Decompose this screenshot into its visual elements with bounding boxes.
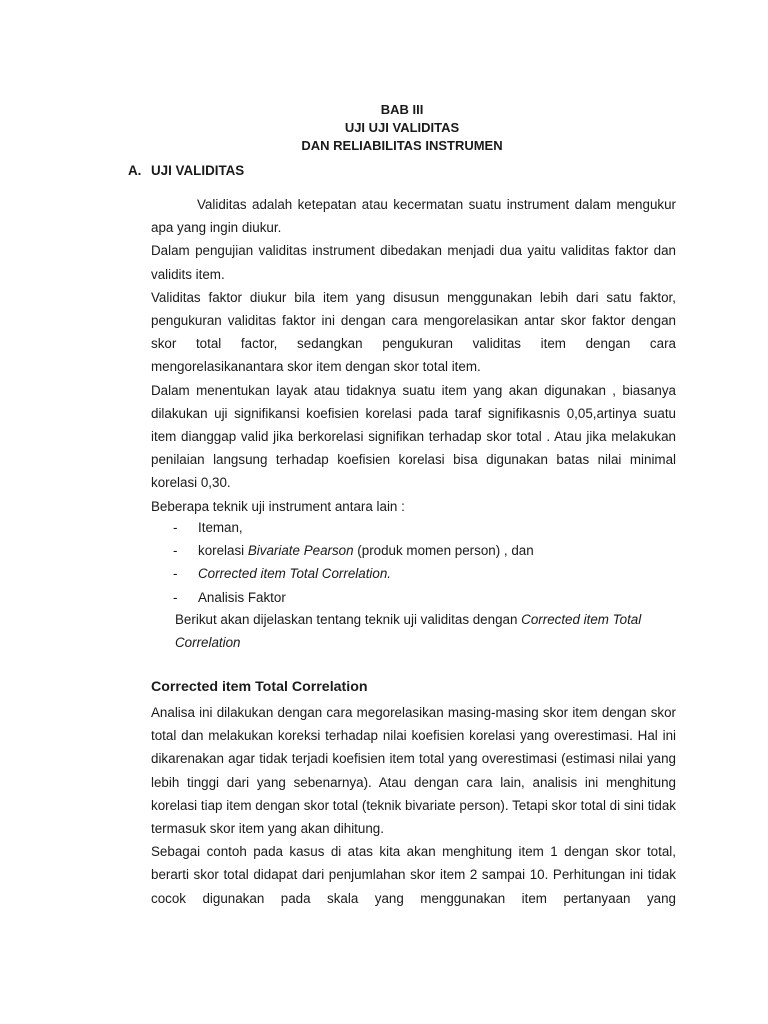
chapter-number: BAB III bbox=[380, 102, 424, 117]
paragraph-definition: Validitas adalah ketepatan atau kecermatan suatu instrument dalam mengukur apa yang ingin diukur. bbox=[151, 197, 676, 236]
section-heading-text: UJI VALIDITAS bbox=[151, 163, 245, 178]
chapter-title bbox=[0, 101, 768, 155]
list-item-text: Iteman, bbox=[198, 520, 243, 535]
paragraph-example: Sebagai contoh pada kasus di atas kita akan menghitung item 1 dengan skor total, berarti skor total didapat dari penjumlahan skor item 2 sampai 10. Perhitungan ini tidak cocok digunakan pada skala yang menggunakan item pertanyaan yang bbox=[151, 844, 676, 906]
list-item-italic: Bivariate Pearson bbox=[247, 543, 354, 559]
body-paragraphs bbox=[151, 193, 676, 518]
paragraph-types: Dalam pengujian validitas instrument dibedakan menjadi dua yaitu validitas faktor dan validits item. bbox=[151, 243, 676, 282]
list-item bbox=[151, 539, 676, 562]
explanation-intro bbox=[175, 608, 678, 654]
list-item-italic: Corrected item Total Correlation. bbox=[198, 566, 392, 582]
chapter-title-line-1: UJI UJI VALIDITAS bbox=[344, 120, 460, 135]
section-letter: A. bbox=[128, 163, 142, 178]
paragraph-techniques-intro: Beberapa teknik uji instrument antara lain : bbox=[151, 498, 405, 514]
explanation-intro-italic: Corrected item Total Correlation bbox=[175, 612, 642, 651]
explanation-intro-text: Berikut akan dijelaskan tentang teknik uji validitas dengan bbox=[175, 612, 522, 627]
list-bullet: - bbox=[173, 520, 178, 535]
chapter-title-line-2: DAN RELIABILITAS INSTRUMEN bbox=[301, 138, 503, 153]
list-item-text: Analisis Faktor bbox=[198, 589, 286, 605]
paragraph-significance: Dalam menentukan layak atau tidaknya suatu item yang akan digunakan , biasanya dilakukan uji signifikansi koefisien korelasi pada taraf signifikasnis 0,05,artinya suatu item dianggap valid jika berkorelasi signifikan terhadap skor total . Atau jika melakukan penilaian langsung terhadap koefisien korelasi bisa digunakan batas nilai minimal korelasi 0,30. bbox=[151, 382, 676, 491]
subsection-heading: Corrected item Total Correlation bbox=[151, 679, 368, 695]
paragraph-factor-validity: Validitas faktor diukur bila item yang disusun menggunakan lebih dari satu faktor, pengukuran validitas faktor ini dengan cara mengorelasikan antar skor faktor dengan skor total factor, sedangkan pengukuran validitas item dengan cara mengorelasikanantara skor item dengan skor total item. bbox=[151, 289, 676, 375]
list-bullet: - bbox=[173, 566, 178, 582]
list-bullet: - bbox=[173, 589, 178, 605]
section-heading-a bbox=[128, 163, 244, 178]
list-item bbox=[151, 586, 676, 609]
techniques-list bbox=[151, 516, 676, 609]
list-item bbox=[151, 562, 676, 585]
list-item-text: korelasi bbox=[198, 543, 248, 559]
list-item-text-after: (produk momen person) , dan bbox=[353, 543, 534, 559]
list-bullet: - bbox=[173, 543, 178, 559]
paragraph-analysis: Analisa ini dilakukan dengan cara megorelasikan masing-masing skor item dengan skor total dan melakukan koreksi terhadap nilai koefisien korelasi yang overestimasi. Hal ini dikarenakan agar tidak terjadi koefisien item total yang overestimasi (estimasi nilai yang lebih tinggi dari yang sebenarnya). Atau dengan cara lain, analisis ini menghitung korelasi tiap item dengan skor total (teknik bivariate person). Tetapi skor total di sini tidak termasuk skor item yang akan dihitung. bbox=[151, 705, 676, 837]
subsection-paragraphs bbox=[151, 701, 676, 933]
list-item bbox=[151, 516, 676, 539]
